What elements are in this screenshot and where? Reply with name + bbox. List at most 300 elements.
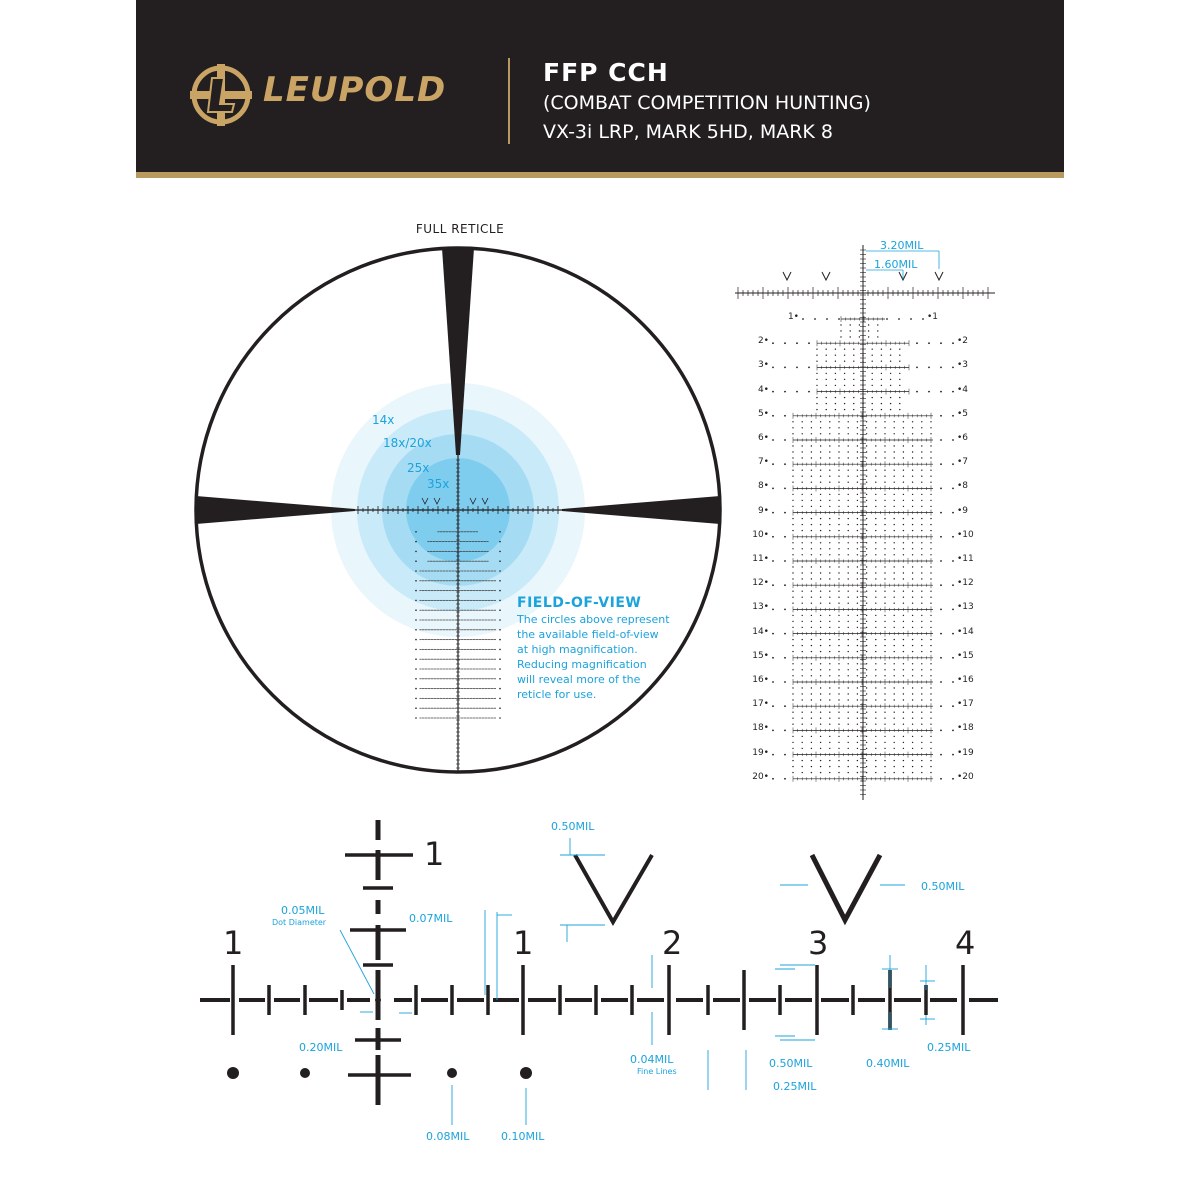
detail-grid-dot: [853, 403, 854, 404]
detail-grid-dot: [857, 566, 858, 567]
small-row-dot: [435, 708, 436, 709]
small-row-dot: [462, 698, 463, 699]
detail-grid-dot: [894, 742, 895, 743]
small-row-dot: [492, 698, 493, 699]
detail-grid-dot: [866, 530, 867, 531]
detail-grid-dot: [820, 675, 821, 676]
detail-grid-dot: [802, 451, 803, 452]
small-row-dot: [480, 708, 481, 709]
detail-grid-dot: [820, 548, 821, 549]
small-row-dot: [426, 678, 427, 679]
callout-3-20mil: 3.20MIL: [880, 239, 924, 252]
detail-row-dot: [802, 318, 804, 320]
detail-grid-dot: [820, 433, 821, 434]
detail-row-dot: [952, 560, 954, 562]
detail-grid-dot: [792, 457, 793, 458]
detail-grid-dot: [868, 324, 869, 325]
detail-grid-dot: [894, 482, 895, 483]
detail-grid-dot: [857, 615, 858, 616]
small-row-dot: [495, 659, 496, 660]
callout-arrow-line: [340, 930, 374, 994]
small-row-dot: [423, 698, 424, 699]
small-row-dot: [477, 649, 478, 650]
small-row-dot: [434, 561, 435, 562]
detail-row-dot: [952, 778, 954, 780]
small-row-dot: [486, 669, 487, 670]
detail-grid-dot: [912, 693, 913, 694]
detail-row-dot: [784, 367, 786, 369]
small-row-dot: [450, 600, 451, 601]
detail-grid-dot: [875, 663, 876, 664]
small-row-end-dot: [415, 639, 417, 641]
detail-grid-dot: [838, 554, 839, 555]
detail-grid-dot: [857, 621, 858, 622]
detail-grid-dot: [838, 663, 839, 664]
detail-grid-dot: [930, 724, 931, 725]
detail-row-dot: [952, 657, 954, 659]
detail-grid-dot: [835, 397, 836, 398]
detail-grid-dot: [844, 409, 845, 410]
detail-grid-dot: [866, 548, 867, 549]
detail-grid-dot: [820, 457, 821, 458]
detail-grid-dot: [866, 772, 867, 773]
small-row-dot: [453, 698, 454, 699]
detail-grid-dot: [802, 578, 803, 579]
small-row-dot: [441, 639, 442, 640]
small-row-end-dot: [499, 570, 501, 572]
detail-grid-dot: [866, 542, 867, 543]
small-row-dot: [426, 659, 427, 660]
detail-row-dot: [838, 318, 840, 320]
detail-grid-dot: [930, 591, 931, 592]
small-row-end-dot: [415, 541, 417, 543]
detail-chevron: [783, 272, 791, 280]
detail-grid-dot: [903, 693, 904, 694]
detail-grid-dot: [884, 742, 885, 743]
detail-grid-dot: [811, 482, 812, 483]
detail-grid-dot: [875, 591, 876, 592]
small-row-dot: [423, 600, 424, 601]
detail-grid-dot: [921, 494, 922, 495]
detail-grid-dot: [903, 669, 904, 670]
small-row-dot: [495, 610, 496, 611]
small-row-dot: [426, 571, 427, 572]
detail-row-dot: [784, 415, 786, 417]
detail-grid-dot: [802, 433, 803, 434]
detail-row-number-right: •4: [957, 384, 969, 395]
detail-grid-dot: [903, 542, 904, 543]
small-row-dot: [432, 590, 433, 591]
small-row-dot: [468, 718, 469, 719]
detail-grid-dot: [921, 524, 922, 525]
detail-grid-dot: [802, 530, 803, 531]
detail-grid-dot: [894, 693, 895, 694]
detail-grid-dot: [903, 627, 904, 628]
detail-row-number-right: •2: [957, 336, 969, 347]
small-row-dot: [429, 600, 430, 601]
detail-row-dot: [784, 657, 786, 659]
detail-grid-dot: [857, 500, 858, 501]
detail-grid-dot: [802, 621, 803, 622]
detail-grid-dot: [890, 373, 891, 374]
detail-grid-dot: [811, 718, 812, 719]
detail-grid-dot: [930, 651, 931, 652]
small-row-dot: [447, 580, 448, 581]
detail-row-dot: [940, 705, 942, 707]
small-row-dot: [468, 620, 469, 621]
detail-grid-dot: [875, 615, 876, 616]
detail-grid-dot: [884, 548, 885, 549]
detail-row-dot: [772, 488, 774, 490]
detail-grid-dot: [816, 379, 817, 380]
detail-grid-dot: [848, 760, 849, 761]
detail-grid-dot: [792, 639, 793, 640]
small-row-dot: [441, 531, 442, 532]
detail-row-dot: [952, 439, 954, 441]
small-row-dot: [486, 571, 487, 572]
small-row-dot: [431, 551, 432, 552]
detail-row-dot: [928, 391, 930, 393]
detail-grid-dot: [857, 597, 858, 598]
detail-row-dot: [940, 439, 942, 441]
detail-grid-dot: [921, 597, 922, 598]
detail-row-dot: [784, 391, 786, 393]
detail-grid-dot: [921, 645, 922, 646]
small-row-dot: [462, 590, 463, 591]
detail-grid-dot: [912, 476, 913, 477]
detail-grid-dot: [921, 736, 922, 737]
detail-grid-dot: [866, 572, 867, 573]
detail-grid-dot: [930, 693, 931, 694]
small-row-dot: [443, 561, 444, 562]
small-row-dot: [431, 561, 432, 562]
detail-grid-dot: [848, 645, 849, 646]
detail-grid-dot: [881, 409, 882, 410]
detail-grid-dot: [890, 361, 891, 362]
small-row-dot: [483, 610, 484, 611]
small-row-dot: [447, 629, 448, 630]
detail-grid-dot: [829, 566, 830, 567]
detail-grid-dot: [835, 373, 836, 374]
detail-grid-dot: [844, 373, 845, 374]
small-row-dot: [420, 580, 421, 581]
small-row-dot: [432, 718, 433, 719]
detail-grid-dot: [866, 669, 867, 670]
detail-row-dot: [940, 730, 942, 732]
detail-grid-dot: [848, 621, 849, 622]
small-row-dot: [444, 669, 445, 670]
detail-grid-dot: [829, 651, 830, 652]
small-row-dot: [435, 678, 436, 679]
small-row-dot: [477, 600, 478, 601]
detail-grid-dot: [848, 524, 849, 525]
detail-grid-dot: [894, 748, 895, 749]
detail-grid-dot: [921, 542, 922, 543]
small-row-end-dot: [499, 551, 501, 553]
small-row-dot: [426, 610, 427, 611]
detail-grid-dot: [802, 675, 803, 676]
detail-grid-dot: [921, 639, 922, 640]
small-row-dot: [459, 718, 460, 719]
detail-grid-dot: [921, 724, 922, 725]
detail-grid-dot: [857, 675, 858, 676]
small-row-dot: [423, 678, 424, 679]
small-row-dot: [480, 610, 481, 611]
detail-grid-dot: [894, 760, 895, 761]
detail-grid-dot: [811, 742, 812, 743]
detail-grid-dot: [903, 457, 904, 458]
detail-grid-dot: [838, 603, 839, 604]
detail-grid-dot: [884, 457, 885, 458]
detail-grid-dot: [921, 566, 922, 567]
detail-grid-dot: [930, 597, 931, 598]
small-row-end-dot: [499, 600, 501, 602]
detail-grid-dot: [857, 639, 858, 640]
detail-row-dot: [952, 536, 954, 538]
detail-grid-dot: [792, 748, 793, 749]
detail-grid-dot: [899, 355, 900, 356]
detail-grid-dot: [884, 603, 885, 604]
small-row-dot: [495, 620, 496, 621]
detail-grid-dot: [829, 712, 830, 713]
detail-grid-dot: [894, 615, 895, 616]
detail-grid-dot: [802, 724, 803, 725]
small-row-dot: [431, 541, 432, 542]
small-row-dot: [441, 571, 442, 572]
detail-grid-dot: [903, 639, 904, 640]
detail-grid-dot: [857, 736, 858, 737]
detail-row-dot: [772, 633, 774, 635]
detail-grid-dot: [811, 621, 812, 622]
detail-grid-dot: [884, 645, 885, 646]
detail-grid-dot: [848, 506, 849, 507]
detail-row-dot: [784, 681, 786, 683]
detail-grid-dot: [872, 355, 873, 356]
small-row-dot: [447, 571, 448, 572]
detail-grid-dot: [884, 421, 885, 422]
detail-grid-dot: [921, 518, 922, 519]
small-row-dot: [447, 669, 448, 670]
small-row-dot: [429, 688, 430, 689]
small-row-dot: [447, 678, 448, 679]
detail-grid-dot: [829, 772, 830, 773]
detail-grid-dot: [838, 433, 839, 434]
detail-grid-dot: [848, 651, 849, 652]
detail-grid-dot: [884, 578, 885, 579]
small-row-dot: [473, 561, 474, 562]
detail-grid-dot: [930, 578, 931, 579]
detail-grid-dot: [899, 373, 900, 374]
detail-grid-dot: [930, 639, 931, 640]
small-row-dot: [438, 678, 439, 679]
detail-grid-dot: [921, 451, 922, 452]
detail-grid-dot: [792, 615, 793, 616]
detail-row-dot: [784, 342, 786, 344]
small-row-end-dot: [415, 570, 417, 572]
small-row-end-dot: [499, 698, 501, 700]
small-row-dot: [447, 649, 448, 650]
detail-grid-dot: [912, 687, 913, 688]
detail-grid-dot: [866, 748, 867, 749]
detail-grid-dot: [838, 542, 839, 543]
detail-grid-dot: [820, 542, 821, 543]
callout-0-40mil: 0.40MIL: [866, 1057, 910, 1070]
detail-grid-dot: [921, 742, 922, 743]
detail-grid-dot: [838, 421, 839, 422]
small-row-dot: [477, 708, 478, 709]
detail-row-dot: [772, 754, 774, 756]
detail-row-dot: [940, 778, 942, 780]
detail-row-dot: [772, 560, 774, 562]
detail-grid-dot: [857, 427, 858, 428]
small-row-dot: [468, 649, 469, 650]
detail-row-dot: [886, 318, 888, 320]
small-row-dot: [459, 688, 460, 689]
detail-grid-dot: [903, 591, 904, 592]
small-row-dot: [477, 580, 478, 581]
detail-grid-dot: [862, 409, 863, 410]
small-row-dot: [480, 698, 481, 699]
small-row-dot: [426, 600, 427, 601]
detail-grid-dot: [884, 627, 885, 628]
detail-grid-dot: [848, 518, 849, 519]
small-row-end-dot: [415, 717, 417, 719]
small-row-dot: [438, 580, 439, 581]
detail-grid-dot: [857, 645, 858, 646]
detail-grid-dot: [903, 476, 904, 477]
detail-row-dot: [940, 657, 942, 659]
small-row-dot: [495, 678, 496, 679]
detail-grid-dot: [894, 470, 895, 471]
detail-grid-dot: [820, 500, 821, 501]
small-row-dot: [461, 541, 462, 542]
small-row-dot: [465, 620, 466, 621]
detail-grid-dot: [820, 476, 821, 477]
detail-grid-dot: [857, 572, 858, 573]
detail-grid-dot: [930, 627, 931, 628]
small-row-dot: [432, 659, 433, 660]
detail-grid-dot: [894, 663, 895, 664]
detail-grid-dot: [903, 482, 904, 483]
detail-grid-dot: [829, 494, 830, 495]
detail-grid-dot: [903, 724, 904, 725]
detail-grid-dot: [912, 627, 913, 628]
detail-grid-dot: [894, 669, 895, 670]
small-row-dot: [483, 708, 484, 709]
callout-fine-lines: 0.04MIL: [630, 1053, 674, 1066]
detail-grid-dot: [884, 482, 885, 483]
small-row-dot: [443, 551, 444, 552]
detail-grid-dot: [903, 506, 904, 507]
detail-grid-dot: [875, 451, 876, 452]
small-row-dot: [437, 551, 438, 552]
detail-grid-dot: [903, 736, 904, 737]
small-row-dot: [486, 718, 487, 719]
detail-grid-dot: [875, 427, 876, 428]
small-row-dot: [426, 620, 427, 621]
detail-row-number-right: •20: [957, 771, 974, 782]
detail-grid-dot: [857, 760, 858, 761]
small-row-dot: [459, 708, 460, 709]
detail-grid-dot: [894, 506, 895, 507]
detail-grid-dot: [875, 548, 876, 549]
small-row-dot: [486, 600, 487, 601]
small-row-dot: [444, 639, 445, 640]
detail-grid-dot: [877, 336, 878, 337]
detail-grid-dot: [802, 736, 803, 737]
detail-grid-dot: [875, 736, 876, 737]
detail-grid-dot: [840, 324, 841, 325]
detail-row-number-right: •15: [957, 650, 974, 661]
detail-grid-dot: [829, 554, 830, 555]
small-row-dot: [450, 571, 451, 572]
detail-grid-dot: [848, 675, 849, 676]
detail-grid-dot: [829, 699, 830, 700]
small-row-dot: [486, 678, 487, 679]
detail-grid-dot: [921, 766, 922, 767]
small-row-dot: [438, 531, 439, 532]
small-row-dot: [471, 620, 472, 621]
detail-grid-dot: [866, 445, 867, 446]
small-row-dot: [483, 639, 484, 640]
detail-grid-dot: [792, 554, 793, 555]
detail-grid-dot: [848, 603, 849, 604]
detail-grid-dot: [930, 760, 931, 761]
detail-grid-dot: [912, 427, 913, 428]
detail-grid-dot: [811, 457, 812, 458]
small-row-dot: [464, 561, 465, 562]
detail-grid-dot: [792, 518, 793, 519]
fov-text-line: reticle for use.: [517, 688, 597, 701]
zoom-number-1-top: 1: [424, 835, 445, 873]
small-row-dot: [420, 571, 421, 572]
detail-grid-dot: [912, 506, 913, 507]
small-row-dot: [444, 600, 445, 601]
detail-row-number-left: 19•: [752, 747, 769, 758]
detail-row-dot: [952, 681, 954, 683]
detail-grid-dot: [884, 675, 885, 676]
detail-grid-dot: [894, 772, 895, 773]
small-row-dot: [437, 561, 438, 562]
small-row-end-dot: [499, 580, 501, 582]
detail-grid-dot: [811, 548, 812, 549]
detail-grid-dot: [826, 385, 827, 386]
detail-grid-dot: [875, 603, 876, 604]
detail-row-dot: [796, 367, 798, 369]
detail-row-dot: [898, 318, 900, 320]
detail-grid-dot: [820, 427, 821, 428]
small-row-dot: [486, 649, 487, 650]
detail-row-dot: [772, 609, 774, 611]
small-row-dot: [429, 669, 430, 670]
detail-grid-dot: [829, 748, 830, 749]
small-row-dot: [495, 571, 496, 572]
detail-grid-dot: [848, 578, 849, 579]
detail-row-dot: [772, 415, 774, 417]
detail-grid-dot: [792, 530, 793, 531]
small-row-dot: [489, 580, 490, 581]
detail-grid-dot: [912, 675, 913, 676]
detail-grid-dot: [816, 373, 817, 374]
detail-grid-dot: [857, 494, 858, 495]
detail-grid-dot: [848, 421, 849, 422]
detail-row-dot: [952, 730, 954, 732]
detail-grid-dot: [820, 603, 821, 604]
detail-grid-dot: [890, 355, 891, 356]
detail-grid-dot: [838, 591, 839, 592]
detail-grid-dot: [850, 330, 851, 331]
detail-grid-dot: [868, 330, 869, 331]
